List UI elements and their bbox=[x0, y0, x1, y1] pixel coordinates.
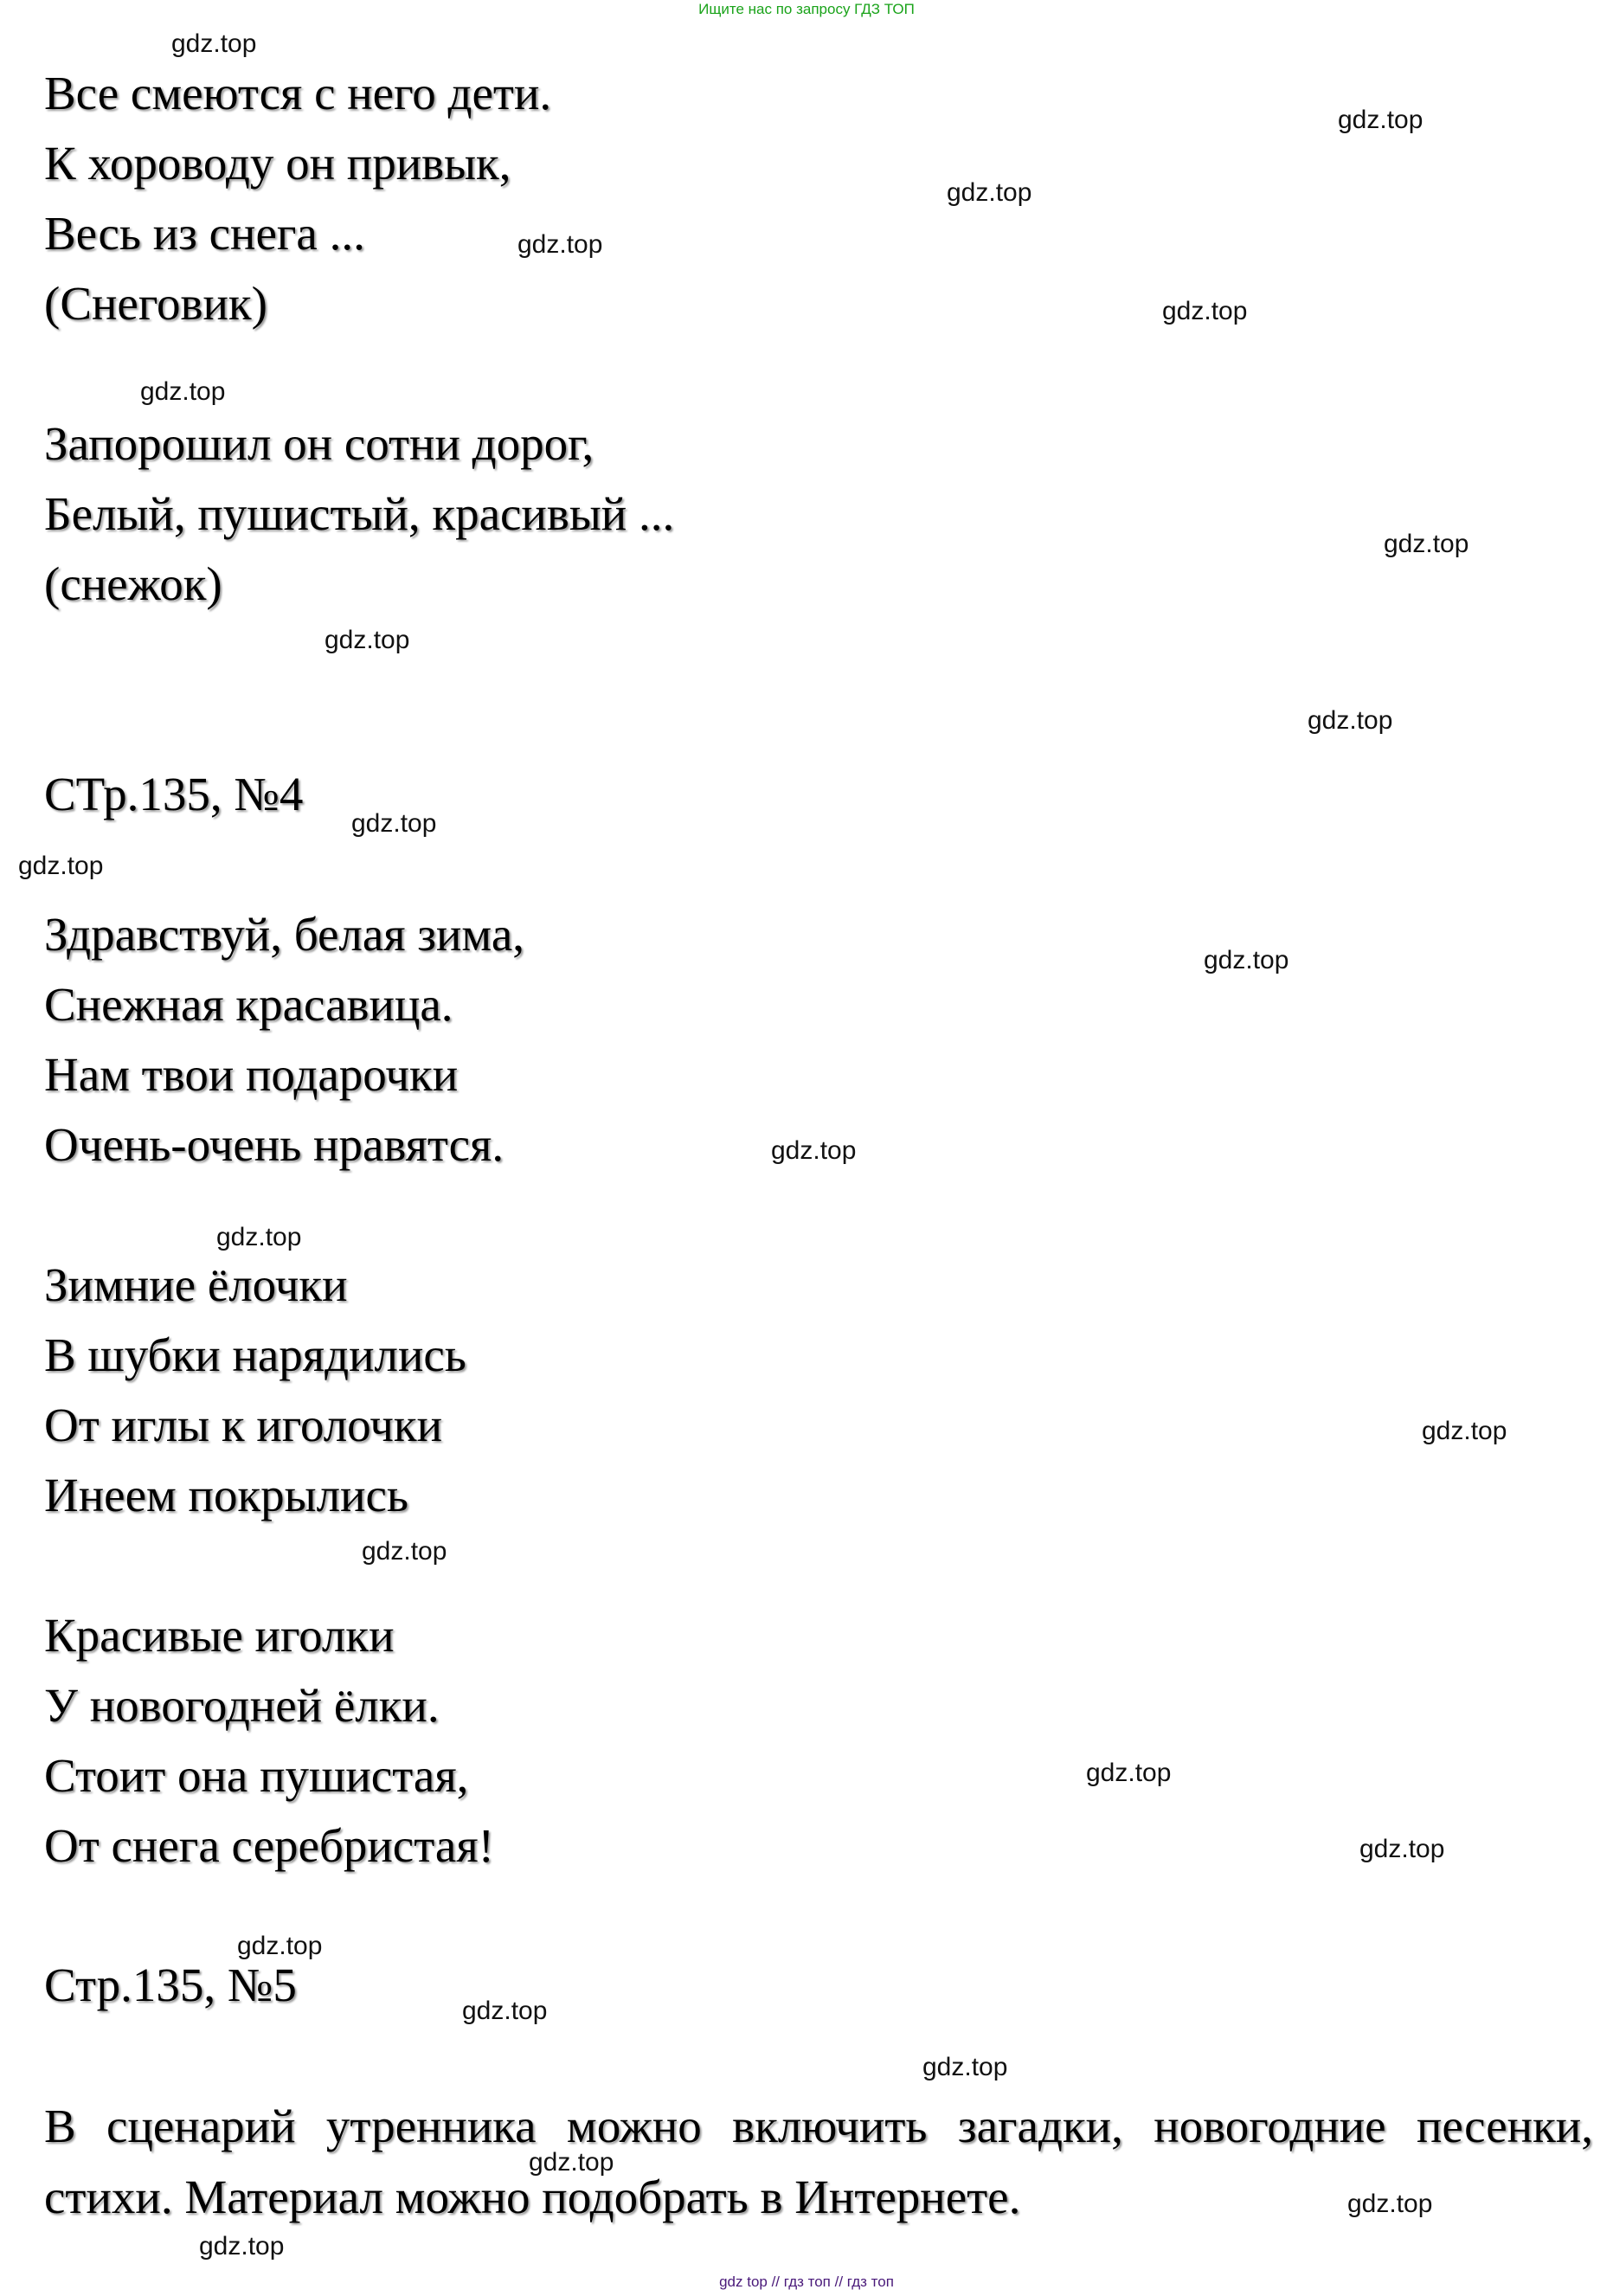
riddle-snow-line-1: Запорошил он сотни дорог, bbox=[44, 417, 594, 470]
watermark: gdz.top bbox=[771, 1136, 857, 1165]
riddle-snowman-line-2: К хороводу он привык, bbox=[44, 137, 511, 190]
section4-stanza2-line-2: В шубки нарядились bbox=[44, 1328, 466, 1381]
section4-stanza1-line-3: Нам твои подарочки bbox=[44, 1048, 459, 1101]
watermark: gdz.top bbox=[325, 626, 410, 654]
section4-stanza3-line-4: От снега серебристая! bbox=[44, 1819, 494, 1872]
section4-stanza2-line-3: От иглы к иголочки bbox=[44, 1399, 443, 1451]
watermark: gdz.top bbox=[171, 29, 257, 58]
section4-heading: СТр.135, №4 bbox=[44, 768, 304, 820]
section4-stanza2-line-4: Инеем покрылись bbox=[44, 1469, 409, 1521]
watermark: gdz.top bbox=[216, 1223, 302, 1251]
riddle-snowman-line-3: Весь из снега ... bbox=[44, 207, 365, 260]
watermark: gdz.top bbox=[1347, 2190, 1433, 2218]
section5-heading: Стр.135, №5 bbox=[44, 1958, 297, 2011]
watermark: gdz.top bbox=[1086, 1759, 1172, 1787]
riddle-snowman-line-1: Все смеются с него дети. bbox=[44, 67, 552, 119]
watermark: gdz.top bbox=[140, 377, 226, 406]
watermark: gdz.top bbox=[237, 1932, 323, 1960]
section4-stanza3-line-1: Красивые иголки bbox=[44, 1609, 395, 1662]
watermark: gdz.top bbox=[922, 2053, 1008, 2081]
watermark: gdz.top bbox=[529, 2148, 614, 2177]
section4-stanza1-line-1: Здравствуй, белая зима, bbox=[44, 908, 525, 961]
watermark: gdz.top bbox=[1338, 106, 1423, 134]
watermark: gdz.top bbox=[362, 1537, 447, 1566]
watermark: gdz.top bbox=[1359, 1835, 1445, 1863]
riddle-snow-line-2: Белый, пушистый, красивый ... bbox=[44, 487, 675, 540]
watermark: gdz.top bbox=[1422, 1417, 1507, 1445]
section4-stanza1-line-4: Очень-очень нравятся. bbox=[44, 1118, 504, 1171]
watermark: gdz.top bbox=[199, 2232, 285, 2261]
footer-note: gdz top // гдз топ // гдз топ bbox=[719, 2273, 894, 2290]
riddle-snowman-answer: (Снеговик) bbox=[44, 277, 267, 330]
section4-stanza1-line-2: Снежная красавица. bbox=[44, 978, 453, 1031]
section4-stanza3-line-3: Стоит она пушистая, bbox=[44, 1749, 469, 1802]
watermark: gdz.top bbox=[517, 230, 603, 259]
header-note: Ищите нас по запросу ГДЗ ТОП bbox=[698, 1, 915, 17]
watermark: gdz.top bbox=[351, 809, 437, 838]
riddle-snow-answer: (снежок) bbox=[44, 557, 222, 610]
watermark: gdz.top bbox=[1384, 530, 1469, 558]
section4-stanza3-line-2: У новогодней ёлки. bbox=[44, 1679, 440, 1732]
section5-paragraph: В сценарий утренника можно включить загадки, новогодние песенки, стихи. Материал можно подобрать в Интернете. bbox=[44, 2100, 1593, 2223]
watermark: gdz.top bbox=[462, 1997, 548, 2025]
watermark: gdz.top bbox=[1308, 706, 1393, 735]
watermark: gdz.top bbox=[18, 852, 104, 880]
watermark: gdz.top bbox=[1162, 297, 1248, 325]
section4-stanza2-line-1: Зимние ёлочки bbox=[44, 1258, 348, 1311]
watermark: gdz.top bbox=[947, 178, 1032, 207]
watermark: gdz.top bbox=[1204, 946, 1289, 974]
